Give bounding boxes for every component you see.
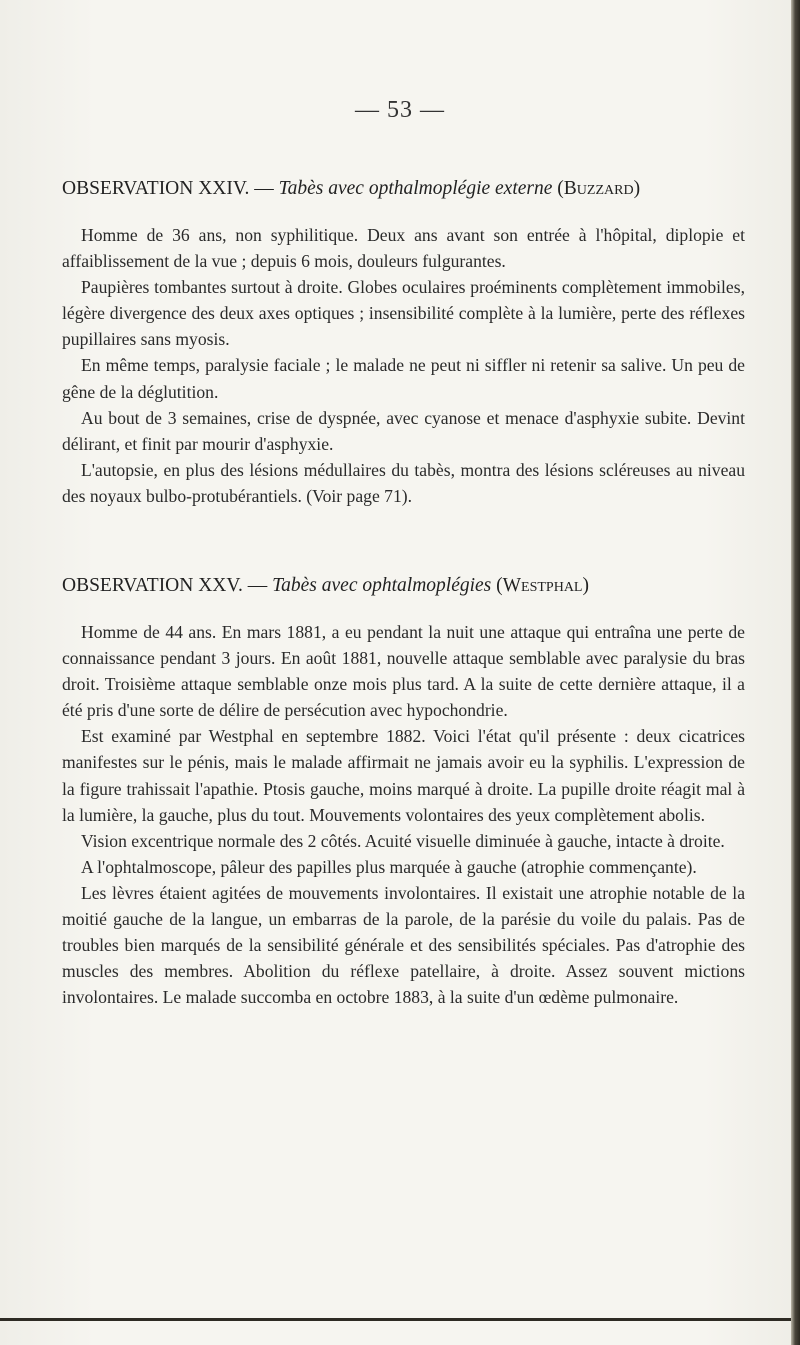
observation-body-xxv xyxy=(62,619,745,1010)
paragraph: En même temps, paralysie faciale ; le malade ne peut ni siffler ni retenir sa salive. Un peu de gêne de la déglutition. xyxy=(62,355,745,402)
paragraph: A l'ophtalmoscope, pâleur des papilles plus marquée à gauche (atrophie commençante). xyxy=(81,856,697,877)
paragraph: L'autopsie, en plus des lésions médullaires du tabès, montra des lésions scléreuses au niveau des noyaux bulbo-protubérantiels. (Voir page 71). xyxy=(62,459,745,506)
observation-heading-xxiv xyxy=(62,176,752,202)
paragraph: Les lèvres étaient agitées de mouvements involontaires. Il existait une atrophie notable de la moitié gauche de la langue, un embarras de la parole, de la parésie du voile du palais. Pas de troubles bien marqués de la sensibilité générale et des sensibilités spéciales. Pas d'atrophie des muscles des membres. Abolition du réflexe patellaire, à droite. Assez souvent mictions involontaires. Le malade succomba en octobre 1883, à la suite d'un œdème pulmonaire. xyxy=(62,882,745,1008)
paragraph: Vision excentrique normale des 2 côtés. Acuité visuelle diminuée à gauche, intacte à droite. xyxy=(81,830,725,851)
observation-author: (Westphal) xyxy=(496,575,589,596)
observation-body-xxiv xyxy=(62,222,745,509)
observation-label: OBSERVATION XXIV. — xyxy=(62,178,279,199)
observation-subtitle: Tabès avec ophtalmoplégies xyxy=(272,575,492,596)
paragraph: Homme de 44 ans. En mars 1881, a eu pendant la nuit une attaque qui entraîna une perte de connaissance pendant 3 jours. En août 1881, nouvelle attaque semblable avec paralysie du bras droit. Troisième attaque semblable onze mois plus tard. A la suite de cette dernière attaque, il a été pris d'une sorte de délire de persécution avec hypochondrie. xyxy=(62,622,745,721)
paragraph: Homme de 36 ans, non syphilitique. Deux ans avant son entrée à l'hôpital, diplopie et affaiblissement de la vue ; depuis 6 mois, douleurs fulgurantes. xyxy=(62,225,745,272)
observation-heading-xxv xyxy=(62,573,752,599)
observation-subtitle: Tabès avec opthalmoplégie externe xyxy=(278,178,553,199)
paragraph: Est examiné par Westphal en septembre 1882. Voici l'état qu'il présente : deux cicatrices manifestes sur le pénis, mais le malade affirmait ne jamais avoir eu la syphilis. L'expression de la figure trahissait l'apathie. Ptosis gauche, moins marqué à droite. La pupille droite réagit mal à la lumière, la gauche, plus du tout. Mouvements volontaires des yeux complètement abolis. xyxy=(62,726,745,825)
observation-label: OBSERVATION XXV. — xyxy=(62,575,273,596)
page-right-edge xyxy=(791,0,800,1345)
paragraph: Paupières tombantes surtout à droite. Globes oculaires proéminents complètement immobiles, légère divergence des deux axes optiques ; insensibilité complète à la lumière, perte des réflexes pupillaires sans myosis. xyxy=(62,277,745,350)
observation-author: (Buzzard) xyxy=(557,178,641,199)
paragraph: Au bout de 3 semaines, crise de dyspnée, avec cyanose et menace d'asphyxie subite. Devint délirant, et finit par mourir d'asphyxie. xyxy=(62,407,745,454)
page-bottom-rule xyxy=(0,1318,795,1321)
page-number: — 53 — xyxy=(355,97,445,123)
